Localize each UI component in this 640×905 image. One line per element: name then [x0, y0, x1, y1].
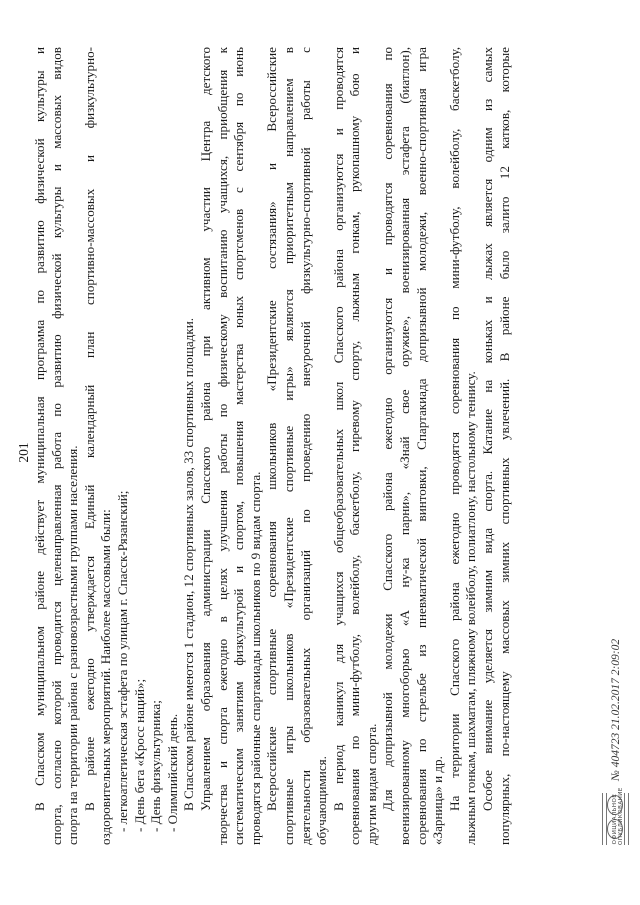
text-line: проводятся районные спартакиады школьников по 9 видам спорта.: [247, 471, 263, 845]
body-text: [32, 47, 513, 845]
text-line: «Зарница» и др.: [430, 756, 446, 845]
text-line: соревнования по мини-футболу, волейболу, баскетболу, гиревому спорту, лыжным гонкам, рукопашному бою и: [347, 47, 363, 845]
page-number: 201: [16, 442, 31, 463]
list-item: - День бега «Кросс наций»;: [131, 678, 147, 832]
text-line: деятельности образовательных организаций по проведению внеурочной физкультурно-спортивной работы с: [297, 47, 313, 845]
text-line: Всероссийские спортивные соревнования школьников «Президентские состязания» и Всероссийские: [264, 47, 280, 811]
text-line: В период каникул для учащихся общеобразовательных школ Спасского района организуются и проводятся: [330, 47, 346, 811]
list-item: - легкоатлетическая эстафета по улицам г. Спасск-Рязанский;: [114, 490, 130, 832]
stamp-border-bottom: [624, 793, 629, 845]
text-line: лыжным гонкам, шахматам, пляжному волейболу, полиатлону, настольному теннису.: [463, 371, 479, 845]
text-line: другим видам спорта.: [363, 723, 379, 845]
stamp-border-top: [602, 793, 607, 845]
text-line: обучающимися.: [314, 756, 330, 845]
document-id: № 404723 21.02.2017 2:09:02: [610, 638, 622, 781]
text-line: военизированному многоборью «А ну-ка парни», «Знай свое оружие», военизированная эстафета (биатлон),: [397, 47, 413, 845]
text-line: В Спасском муниципальном районе действует муниципальная программа по развитию физической культуры и: [32, 47, 47, 811]
text-line: Для допризывной молодежи Спасского района ежегодно организуются и проводятся соревнования по: [380, 47, 396, 811]
text-line: соревнования по стрельбе из пневматической винтовки, Спартакиада допризывной молодежи, военно-спортивная игра: [413, 47, 429, 845]
page-footer: [602, 425, 628, 845]
list-item: - День физкультурника;: [148, 700, 164, 832]
text-line: На территории Спасского района ежегодно проводятся соревнования по мини-футболу, волейболу, баскетболу,: [446, 47, 462, 811]
stamp-label: ОФИЦИАЛЬНОЕ ОПУБЛИКОВАНИЕ: [612, 787, 624, 845]
publication-stamp-icon: [602, 787, 628, 845]
text-line: Управлением образования администрации Спасского района при активном участии Центра детского: [197, 47, 213, 811]
text-line: В Спасском районе имеются 1 стадион, 12 спортивных залов, 33 спортивных площадки.: [181, 317, 197, 811]
text-line: оздоровительных мероприятий. Наиболее массовыми были:: [98, 509, 114, 845]
text-line: популярных, по-настоящему массовых зимних спортивных увлечений. В районе было залито 12 катков, которые: [496, 47, 512, 845]
text-line: творчества и спорта ежегодно в целях улучшения работы по физическому воспитанию учащихся, приобщения к: [214, 47, 230, 845]
text-line: спортивные игры школьников «Президентские спортивные игры» являются приоритетным направлением в: [280, 47, 296, 845]
text-line: Особое внимание уделяется зимним вида спорта. Катание на коньках и лыжах является одним из самых: [480, 47, 496, 811]
text-line: систематическим занятиям физкультурой и спортом, повышения мастерства юных спортсменов с сентября по июнь: [231, 47, 247, 845]
text-line: спорта, согласно которой проводится целенаправленная работа по развитию физической культуры и массовых видов: [48, 47, 64, 845]
list-item: - Олимпийский день.: [164, 713, 180, 832]
text-line: спорта на территории района с разновозрастными группами населения.: [65, 445, 81, 845]
text-line: В районе ежегодно утверждается Единый календарный план спортивно-массовых и физкультурно-: [81, 47, 97, 811]
